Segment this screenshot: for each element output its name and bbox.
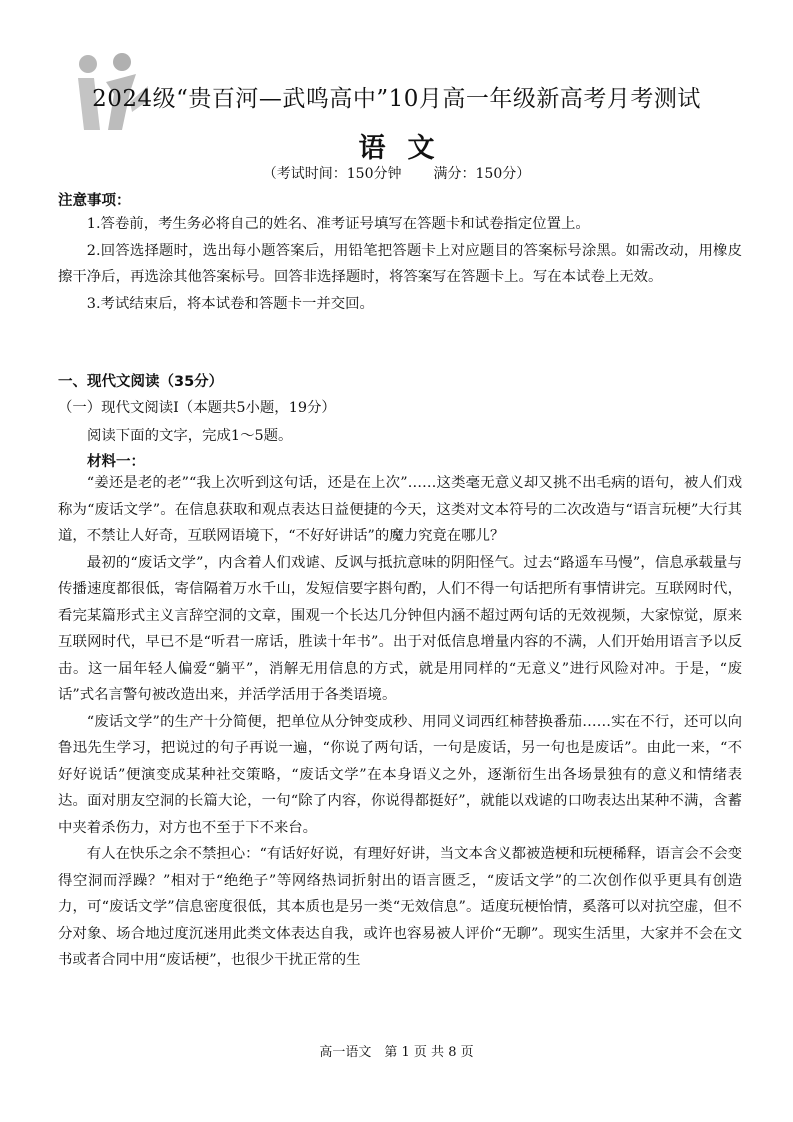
notes-list — [58, 211, 742, 317]
section-title: 一、现代文阅读（35分） — [58, 374, 224, 390]
subject-title: 语文 — [358, 133, 457, 164]
article-paragraph: 最初的“废话文学”，内含着人们戏谑、反讽与抵抗意味的阴阳怪气。过去“路遥车马慢”，信息承载量与传播速度都很低，寄信隔着万水千山，发短信要字斟句酌，人们不得一句话把所有事情讲完。互联网时代，看完某篇形式主义言辞空洞的文章，围观一个长达几分钟但内涵不超过两句话的无效视频，大家惊觉，原来互联网时代，早已不是“听君一席话，胜读十年书”。出于对低信息增量内容的不满，人们开始用语言予以反击。这一届年轻人偏爱“躺平”，消解无用信息的方式，就是用同样的“无意义”进行风险对冲。于是，“废话”式名言警句被改造出来，并活学活用于各类语境。 — [58, 554, 742, 703]
material-label: 材料一： — [87, 454, 145, 470]
reading-instruction: 阅读下面的文字，完成1～5题。 — [87, 428, 293, 444]
note-item: 1.答卷前，考生务必将自己的姓名、准考证号填写在答题卡和试卷指定位置上。 — [86, 216, 590, 232]
article-text — [58, 470, 742, 974]
exam-info — [0, 163, 793, 183]
article-paragraph: “废话文学”的生产十分简便，把单位从分钟变成秒、用同义词西红柿替换番茄……实在不行，还可以向鲁迅先生学习，把说过的句子再说一遍，“你说了两句话，一句是废话，另一句也是废话”。由此一来，“不好好说话”便演变成某种社交策略，“废话文学”在本身语义之外，逐渐衍生出各场景独有的意义和情绪表达。面对朋友空洞的长篇大论，一句“除了内容，你说得都挺好”，就能以戏谑的口吻表达出某种不满，含蓄中夹着杀伤力，对方也不至于下不来台。 — [58, 713, 742, 836]
exam-title: 2024级“贵百河—武鸣高中”10月高一年级新高考月考测试 — [92, 86, 701, 112]
notes-title: 注意事项： — [58, 193, 131, 209]
article-paragraph: 有人在快乐之余不禁担心：“有话好好说，有理好好讲，当文本含义都被造梗和玩梗稀释，语言会不会变得空洞而浮躁？”相对于“绝绝子”等网络热词折射出的语言匮乏，“废话文学”的二次创作似乎更具有创造力，可“废话文学”信息密度很低，其本质也是另一类“无效信息”。适度玩梗怡情，奚落可以对抗空虚，但不分对象、场合地过度沉迷用此类文体表达自我，或许也容易被人评价“无聊”。现实生活里，大家并不会在文书或者合同中用“废话梗”，也很少干扰正常的生 — [58, 846, 742, 968]
note-item: 3.考试结束后，将本试卷和答题卡一并交回。 — [86, 295, 374, 312]
page-footer: 高一语文 第 1 页 共 8 页 — [319, 1045, 474, 1060]
full-score: 满分：150分） — [433, 166, 531, 182]
article-paragraph: “姜还是老的老”“我上次听到这句话，还是在上次”……这类毫无意义却又挑不出毛病的语句，被人们戏称为“废话文学”。在信息获取和观点表达日益便捷的今天，这类对文本符号的二次改造与“语言玩梗”大行其道，不禁让人好奇，互联网语境下，“不好好讲话”的魔力究竟在哪儿？ — [58, 475, 742, 544]
note-item: 2.回答选择题时，选出每小题答案后，用铅笔把答题卡上对应题目的答案标号涂黑。如需改动，用橡皮擦干净后，再选涂其他答案标号。回答非选择题时，将答案写在答题卡上。写在本试卷上无效。 — [58, 242, 742, 285]
section-subtitle: （一）现代文阅读Ⅰ（本题共5小题，19分） — [58, 400, 336, 416]
exam-time: （考试时间：150分钟 — [262, 166, 402, 182]
